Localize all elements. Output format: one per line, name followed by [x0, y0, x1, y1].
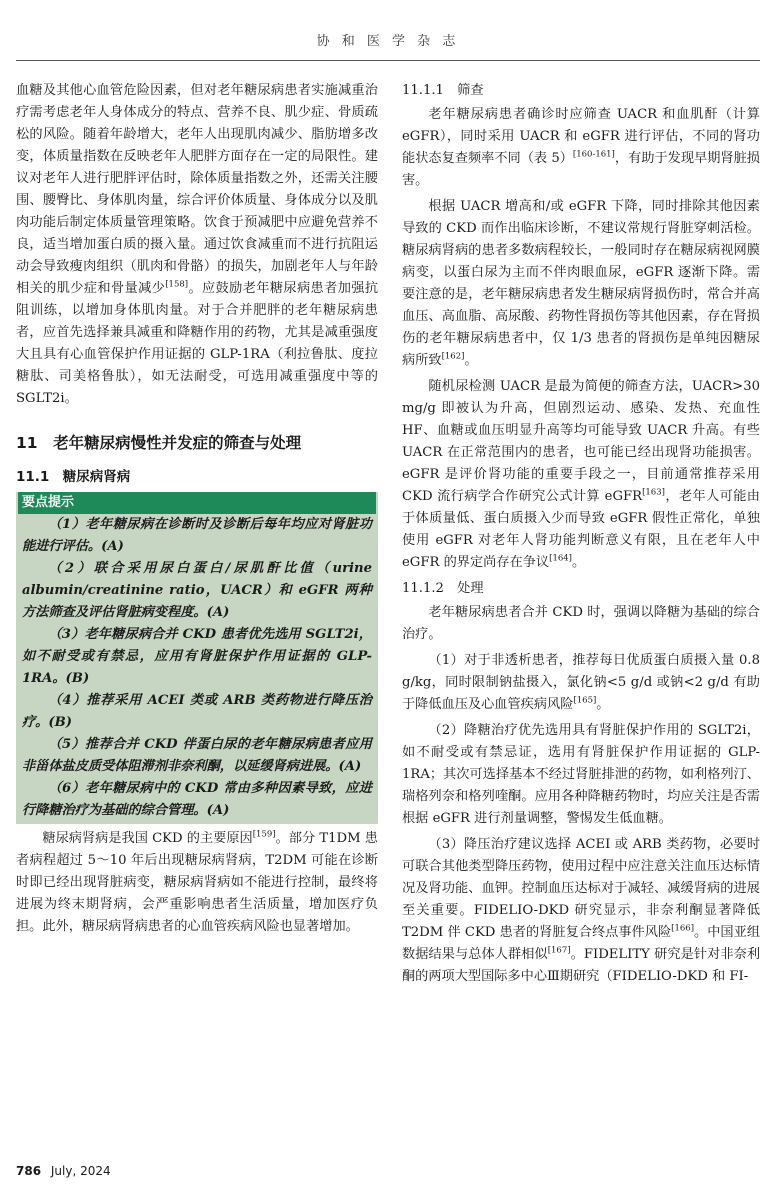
- paragraph-glucose-lowering: （2）降糖治疗优先选用具有肾脏保护作用的 SGLT2i，如不耐受或有禁忌证，选用有肾脏保护作用证据的 GLP-1RA；其次可选择基本不经过肾脏排泄的药物，如利格列汀、瑞格列奈和格列喹酮。应用各种降糖药物时，均应关注是否需根据 eGFR 进行剂量调整，警惕发生低血糖。: [402, 723, 760, 826]
- subsection-title: 11.1 糖尿病肾病: [16, 469, 131, 485]
- citation[interactable]: [167]: [547, 945, 571, 956]
- paragraph-treatment-intro: 老年糖尿病患者合并 CKD 时，强调以降糖为基础的综合治疗。: [402, 605, 760, 642]
- citation[interactable]: [166]: [671, 923, 695, 934]
- section-title: 11 老年糖尿病慢性并发症的筛查与处理: [16, 434, 302, 452]
- citation[interactable]: [165]: [573, 695, 597, 706]
- paragraph-bp: （3）降压治疗建议选择 ACEI 或 ARB 类药物，必要时可联合其他类型降压药物，使用过程中应注意关注血压达标情况及肾功能、血钾。控制血压达标对于减轻、减缓肾病的进展至关重要。FIDELIO-DKD 研究显示，非奈利酮显著降低 T2DM 伴 CKD 患者的肾脏复合终点事件风险[166]。中国亚组数据结果与总体人群相似[167]。FIDELITY 研究是针对非奈利酮的两项大型国际多中心Ⅲ期研究（FIDELIO-DKD 和 FI-: [402, 837, 761, 984]
- key-point-item: （3）老年糖尿病合并 CKD 患者优先选用 SGLT2i，如不耐受或有禁忌，应用有肾脏保护作用证据的 GLP-1RA。(B): [22, 627, 372, 686]
- key-point-item: （2）联合采用尿白蛋白/尿肌酐比值（urine albumin/creatinine ratio，UACR）和 eGFR 两种方法筛查及评估肾脏病变程度。(A): [22, 561, 372, 620]
- citation[interactable]: [164]: [549, 553, 572, 564]
- citation[interactable]: [158]: [165, 279, 189, 290]
- citation[interactable]: [163]: [642, 487, 665, 498]
- key-point-item: （5）推荐合并 CKD 伴蛋白尿的老年糖尿病患者应用非甾体盐皮质受体阻滞剂非奈利酮，以延缓肾病进展。(A): [22, 737, 372, 774]
- key-point-item: （6）老年糖尿病中的 CKD 常由多种因素导致，应进行降糖治疗为基础的综合管理。(A): [22, 781, 372, 818]
- page-footer: [16, 1164, 111, 1178]
- citation[interactable]: [159]: [252, 829, 276, 840]
- paragraph-protein: （1）对于非透析患者，推荐每日优质蛋白质摄入量 0.8 g/kg，同时限制钠盐摄入，氯化钠<5 g/d 或钠<2 g/d 有助于降低血压及心血管疾病风险[165]。: [402, 653, 760, 712]
- key-point-item: （4）推荐采用 ACEI 类或 ARB 类药物进行降压治疗。(B): [22, 693, 372, 730]
- citation[interactable]: [160-161]: [572, 149, 615, 160]
- page-header: [0, 0, 776, 64]
- paragraph-screening: 老年糖尿病患者确诊时应筛查 UACR 和血肌酐（计算 eGFR），同时采用 UACR 和 eGFR 进行评估，不同的肾功能状态复查频率不同（表 5）[160-161]，有助于发现早期肾脏损害。: [402, 107, 760, 188]
- left-column: [16, 80, 378, 1136]
- key-points-box: [16, 492, 378, 824]
- header-rule: [16, 60, 760, 61]
- issue-date: July, 2024: [50, 1164, 111, 1178]
- paragraph-obesity: 血糖及其他心血管危险因素，但对老年糖尿病患者实施减重治疗需考虑老年人身体成分的特点、营养不良、肌少症、骨质疏松的风险。随着年龄增大，老年人出现肌肉减少、脂肪增多改变，体质量指数在反映老年人肥胖方面存在一定的局限性。建议对老年人进行肥胖评估时，除体质量指数之外，还需关注腰围、腰臀比、身体肌肉量，综合评价体质量、身体成分以及肌肉功能后制定体质量管理策略。饮食于预减肥中应避免营养不良，适当增加蛋白质的摄入量。通过饮食减重而不进行抗阻运动会导致瘦肉组织（肌肉和骨骼）的损失，加剧老年人与年龄相关的肌少症和骨量减少[158]。应鼓励老年糖尿病患者加强抗阻训练，以增加身体肌肉量。对于合并肥胖的老年糖尿病患者，应首先选择兼具减重和降糖作用的药物，尤其是减重强度大且具有心血管保护作用证据的 GLP-1RA（利拉鲁肽、度拉糖肽、司美格鲁肽），如无法耐受，可选用减重强度中等的 SGLT2i。: [16, 83, 379, 406]
- key-points-title: 要点提示: [18, 492, 376, 514]
- key-point-item: （1）老年糖尿病在诊断时及诊断后每年均应对肾脏功能进行评估。(A): [22, 517, 372, 554]
- journal-title: 协 和 医 学 杂 志: [316, 34, 460, 49]
- heading-treatment: 11.1.2 处理: [402, 581, 484, 596]
- paragraph-uacr: 随机尿检测 UACR 是最为简便的筛查方法，UACR>30 mg/g 即被认为升高，但剧烈运动、感染、发热、充血性 HF、血糖或血压明显升高等均可能导致 UACR 升高。有些 UACR 在正常范围内的患者，也可能已经出现肾功能损害。eGFR 是评价肾功能的重要手段之一，目前通常推荐采用 CKD 流行病学合作研究公式计算 eGFR[163]，老年人可能由于体质量低、蛋白质摄入少而导致 eGFR 假性正常化，单独使用 eGFR 对老年人肾功能判断意义有限，且在老年人中 eGFR 的界定尚存在争议[164]。: [402, 379, 760, 570]
- right-column: [402, 80, 760, 1136]
- paragraph-diagnosis: 根据 UACR 增高和/或 eGFR 下降，同时排除其他因素导致的 CKD 而作出临床诊断，不建议常规行肾脏穿刺活检。糖尿病肾病的患者多数病程较长，一般同时存在糖尿病视网膜病变，以蛋白尿为主而不伴肉眼血尿，eGFR 逐渐下降。需要注意的是，老年糖尿病患者发生糖尿病肾损伤时，常合并高血压、高血脂、高尿酸、药物性肾损伤等其他因素，存在肾损伤的老年糖尿病患者中，仅 1/3 患者的肾损伤是单纯因糖尿病所致[162]。: [402, 199, 760, 368]
- citation[interactable]: [162]: [441, 351, 465, 362]
- page-number: 786: [16, 1164, 42, 1178]
- paragraph-dkd-intro: 糖尿病肾病是我国 CKD 的主要原因[159]。部分 T1DM 患者病程超过 5～10 年后出现糖尿病肾病，T2DM 可能在诊断时即已经出现肾脏病变，糖尿病肾病如不能进行控制，最终将进展为终末期肾病，会严重影响患者生活质量，增加医疗负担。此外，糖尿病肾病患者的心血管疾病风险也显著增加。: [16, 829, 378, 934]
- heading-screening: 11.1.1 筛查: [402, 83, 484, 98]
